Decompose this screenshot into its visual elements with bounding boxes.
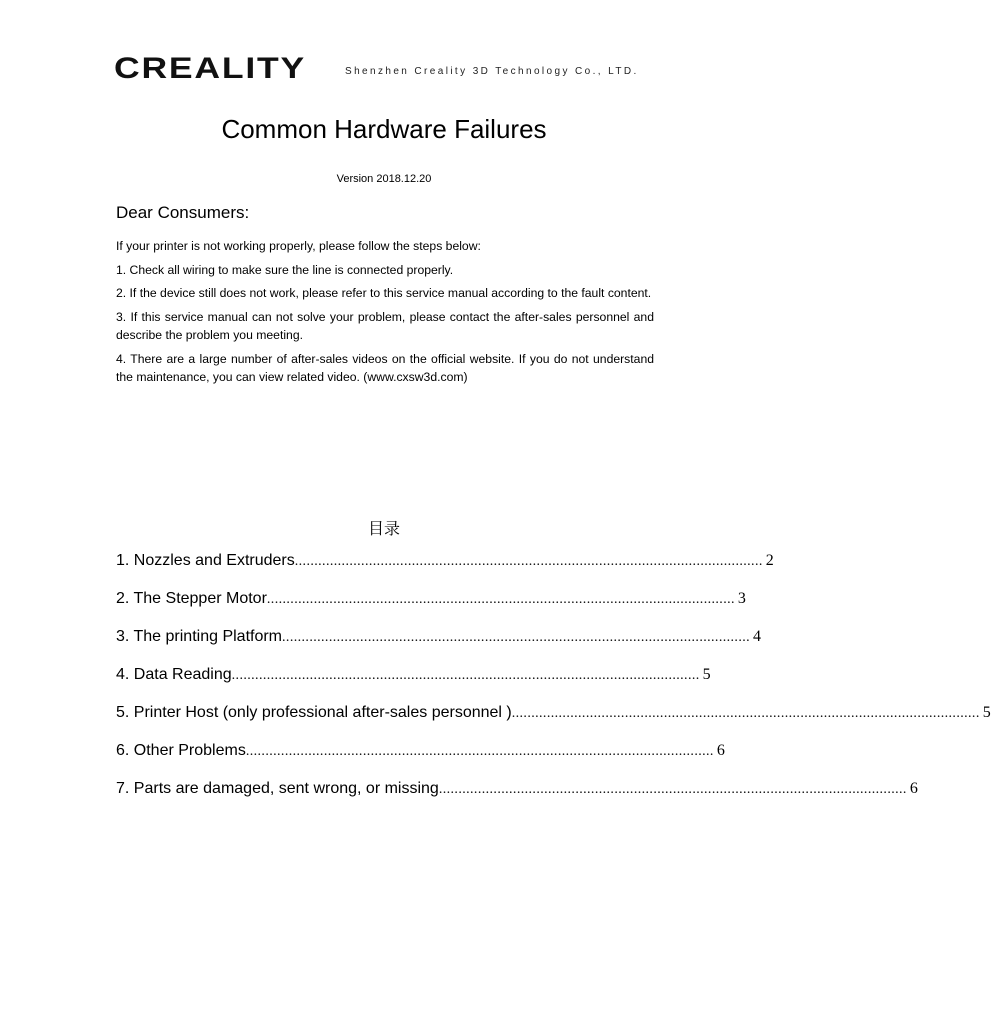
creality-logo — [114, 50, 308, 84]
toc-entry-stepper-motor[interactable] — [116, 590, 746, 628]
greeting: Dear Consumers: — [116, 203, 250, 222]
toc-leader-dots: ........................................................................................................................ — [438, 782, 907, 797]
intro-paragraph: If your printer is not working properly, please follow the steps below: — [116, 239, 481, 253]
toc-entry-label: 5. Printer Host (only professional after-sales personnel ) — [116, 704, 512, 721]
toc-entry-label: 3. The printing Platform — [116, 628, 283, 645]
toc-entry-label: 2. The Stepper Motor — [116, 590, 267, 607]
logo-wordmark: CREALITY — [114, 52, 306, 85]
toc-page-number: 5 — [702, 666, 711, 683]
toc-heading: 目录 — [367, 519, 400, 538]
toc-leader-dots: ........................................................................................................................ — [282, 630, 751, 645]
toc-entry-data-reading[interactable] — [116, 666, 711, 704]
table-of-contents — [116, 552, 991, 818]
toc-page-number: 5 — [982, 704, 991, 721]
toc-entry-printer-host[interactable] — [116, 704, 991, 742]
toc-page-number: 6 — [909, 780, 918, 797]
toc-leader-dots: ........................................................................................................................ — [511, 706, 980, 721]
version-label: Version 2018.12.20 — [336, 173, 432, 185]
toc-page-number: 4 — [753, 628, 762, 645]
toc-entry-label: 1. Nozzles and Extruders — [116, 552, 295, 569]
toc-entry-label: 7. Parts are damaged, sent wrong, or missing — [116, 780, 439, 797]
step-1-paragraph: 1. Check all wiring to make sure the line is connected properly. — [116, 262, 454, 277]
document-title: Common Hardware Failures — [221, 114, 547, 144]
toc-entry-label: 6. Other Problems — [116, 742, 246, 759]
step-4-paragraph: 4. There are a large number of after-sales videos on the official website. If you do not understand the maintenance, you can view related video. (www.cxsw3d.com) — [116, 351, 654, 384]
toc-leader-dots: ........................................................................................................................ — [245, 744, 714, 759]
toc-page-number: 2 — [765, 552, 774, 569]
toc-page-number: 3 — [737, 590, 746, 607]
toc-page-number: 6 — [716, 742, 725, 759]
toc-entry-nozzles-extruders[interactable] — [116, 552, 774, 590]
toc-leader-dots: ........................................................................................................................ — [294, 554, 763, 569]
step-2-paragraph: 2. If the device still does not work, please refer to this service manual according to the fault content. — [116, 286, 652, 300]
toc-leader-dots: ........................................................................................................................ — [231, 668, 700, 683]
intro-paragraphs — [116, 237, 654, 392]
toc-entry-label: 4. Data Reading — [116, 666, 232, 683]
toc-leader-dots: ........................................................................................................................ — [266, 592, 735, 607]
toc-entry-other-problems[interactable] — [116, 742, 725, 780]
toc-entry-printing-platform[interactable] — [116, 628, 762, 666]
toc-entry-parts-damaged[interactable] — [116, 780, 918, 818]
company-name: Shenzhen Creality 3D Technology Co., LTD. — [345, 66, 639, 77]
step-3-paragraph: 3. If this service manual can not solve your problem, please contact the after-sales personnel and describe the problem you meeting. — [116, 309, 654, 342]
